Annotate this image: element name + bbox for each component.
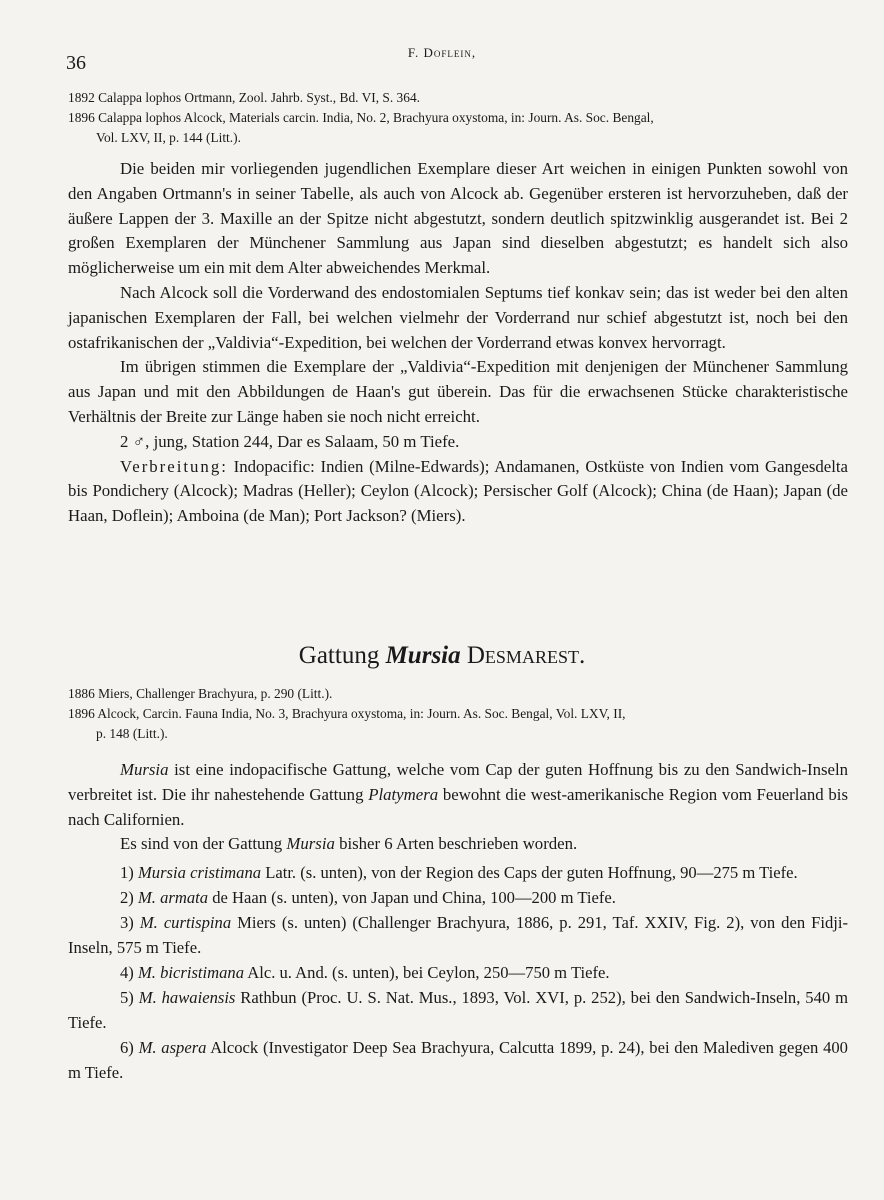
running-head: F. Doflein, — [407, 45, 477, 60]
list-item — [68, 1035, 848, 1085]
reference-line: 1896 Calappa lophos Alcock, Materials carcin. India, No. 2, Brachyura oxystoma, in: Journ. As. Soc. Bengal, — [68, 110, 654, 125]
specimen-record: 2 ♂, jung, Station 244, Dar es Salaam, 50 m Tiefe. — [120, 431, 460, 451]
item-text: Alcock (Investigator Deep Sea Brachyura, Calcutta 1899, p. 24), bei den Malediven gegen 400 m Tiefe. — [68, 1038, 848, 1082]
reference-line: 1886 Miers, Challenger Brachyura, p. 290 (Litt.). — [68, 686, 333, 701]
reference-line: 1896 Alcock, Carcin. Fauna India, No. 3, Brachyura oxystoma, in: Journ. As. Soc. Bengal, Vol. LXV, II, — [68, 706, 626, 721]
paragraph: Im übrigen stimmen die Exemplare der „Valdivia“-Expedition mit denjenigen der Münchener Sammlung aus Japan und mit den Abbildungen de Haan's gut überein. Das für die erwachsenen Stücke charakteristische Verhältnis der Breite zur Länge haben sie noch nicht erreicht. — [68, 357, 848, 426]
heading-prefix: Gattung — [298, 642, 380, 669]
genus-references — [68, 684, 848, 744]
text-run: Es sind von der Gattung — [120, 834, 287, 854]
item-number: 3) — [120, 913, 134, 932]
species-list — [68, 860, 848, 1085]
item-text: Latr. (s. unten), von der Region des Caps der guten Hoffnung, 90—275 m Tiefe. — [261, 863, 798, 882]
distribution-label: Verbreitung: — [120, 456, 228, 476]
genus-name: Platymera — [368, 784, 439, 804]
item-number: 2) — [120, 888, 134, 907]
list-item — [68, 885, 848, 910]
paragraph: Die beiden mir vorliegenden jugendlichen Exemplare dieser Art weichen in einigen Punkten sowohl von den Angaben Ortmann's in seiner Tabelle, als auch von Alcock ab. Gegenüber ersteren ist hervorzuheben, daß der äußere Lappen der 3. Maxille an der Spitze nicht abgestutzt, sondern deutlich spitzwinklig ausgerandet ist. Bei 2 großen Exemplaren der Münchener Sammlung aus Japan sind dieselben abgestutzt; es handelt sich also möglicherweise um ein mit dem Alter abweichendes Merkmal. — [68, 159, 848, 278]
genus-name: Mursia — [286, 834, 335, 854]
item-text: Alc. u. And. (s. unten), bei Ceylon, 250—750 m Tiefe. — [244, 963, 610, 982]
species-name: M. aspera — [138, 1038, 207, 1057]
list-item — [68, 985, 848, 1035]
species-name: Mursia cristimana — [137, 863, 262, 882]
species-name: M. armata — [137, 888, 209, 907]
heading-author: Desmarest. — [466, 642, 586, 669]
page-number: 36 — [66, 52, 86, 74]
item-text: Miers (s. unten) (Challenger Brachyura, 1886, p. 291, Taf. XXIV, Fig. 2), von den Fidji-Inseln, 575 m Tiefe. — [68, 913, 848, 957]
list-item — [68, 860, 848, 885]
species-name: M. bicristimana — [137, 963, 244, 982]
species-discussion — [68, 157, 848, 529]
reference-line: Vol. LXV, II, p. 144 (Litt.). — [96, 130, 241, 145]
synonymy-references — [68, 88, 848, 148]
paragraph — [68, 758, 848, 832]
text-run: bisher 6 Arten beschrieben worden. — [334, 834, 578, 854]
genus-name: Mursia — [120, 760, 169, 779]
distribution-text: Indopacific: Indien (Milne-Edwards); Andamanen, Ostküste von Indien vom Gangesdelta bis Pondichery (Alcock); Madras (Heller); Ceylon (Alcock); Persischer Golf (Alcock); China (de Haan); Japan (de Haan, Doflein); Amboina (de Man); Port Jackson? (Miers). — [68, 456, 848, 526]
heading-genus: Mursia — [385, 642, 461, 669]
reference-line: 1892 Calappa lophos Ortmann, Zool. Jahrb. Syst., Bd. VI, S. 364. — [68, 90, 420, 105]
text-run: ist eine indopacifische Gattung, welche vom Cap der guten Hoffnung bis zu den Sandwich-Inseln verbreitet ist. Die ihr nahestehende Gattung — [68, 760, 848, 804]
reference-line: p. 148 (Litt.). — [96, 726, 168, 741]
item-text: Rathbun (Proc. U. S. Nat. Mus., 1893, Vol. XVI, p. 252), bei den Sandwich-Inseln, 540 m Tiefe. — [68, 988, 848, 1032]
item-number: 6) — [120, 1038, 134, 1057]
species-name: M. curtispina — [139, 913, 232, 932]
text-run: bewohnt die west-amerikanische Region vom Feuerland bis nach Californien. — [68, 784, 848, 829]
item-number: 5) — [120, 988, 134, 1007]
species-name: M. hawaiensis — [138, 988, 236, 1007]
genus-discussion — [68, 758, 848, 857]
genus-heading — [0, 642, 884, 670]
list-item — [68, 960, 848, 985]
item-number: 4) — [120, 963, 134, 982]
distribution-paragraph — [68, 455, 848, 529]
list-item — [68, 910, 848, 960]
paragraph — [68, 832, 848, 857]
item-number: 1) — [120, 863, 134, 882]
paragraph: Nach Alcock soll die Vorderwand des endostomialen Septums tief konkav sein; das ist weder bei den alten japanischen Exemplaren der Fall, bei welchen vielmehr der Vorderrand nur schief abgestutzt ist, noch bei den ostafrikanischen der „Valdivia“-Expedition, bei welchen der Vorderrand etwas konvex hervorragt. — [68, 282, 848, 352]
item-text: de Haan (s. unten), von Japan und China, 100—200 m Tiefe. — [208, 888, 616, 907]
